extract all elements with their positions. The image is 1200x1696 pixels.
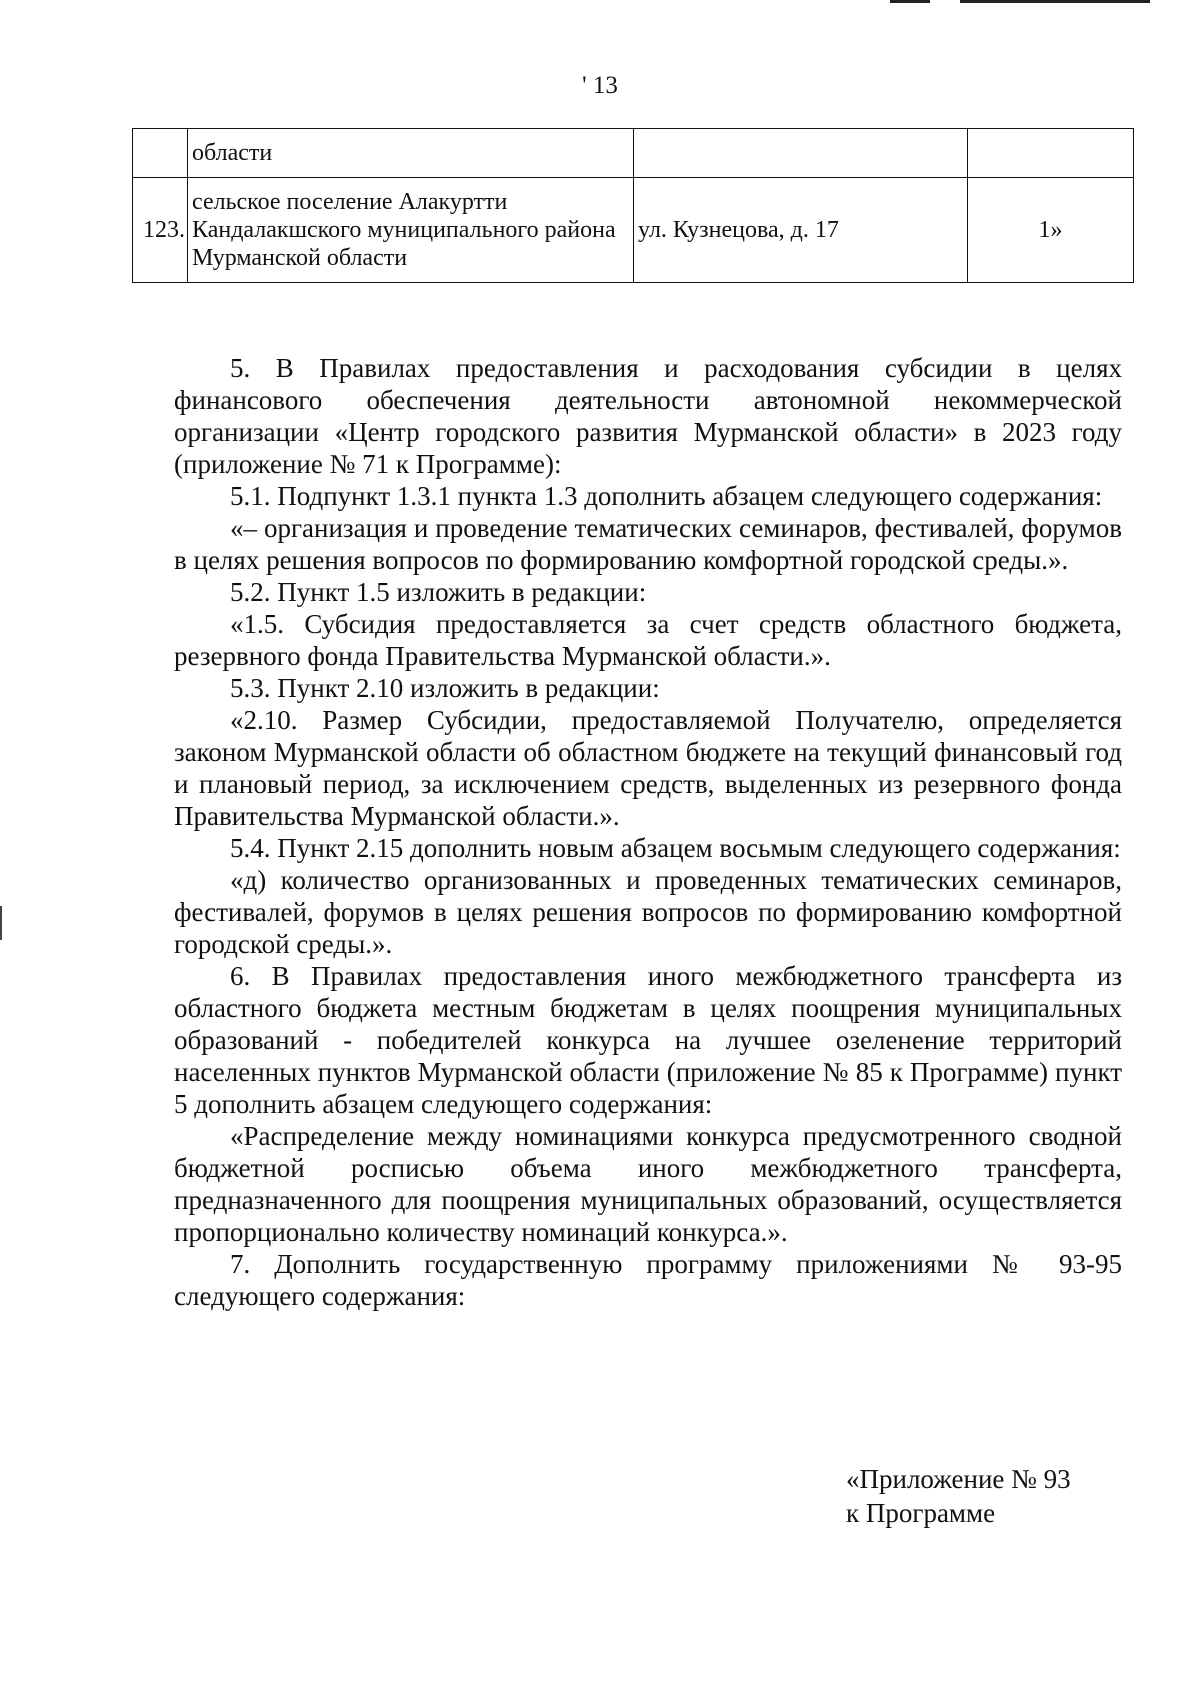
appendix-title: «Приложение № 93 xyxy=(846,1464,1071,1494)
paragraph-7: 7. Дополнить государственную программу приложениями № 93-95 следующего содержания: xyxy=(174,1249,1122,1311)
address-cell: ул. Кузнецова, д. 17 xyxy=(634,178,968,283)
row-number-cell xyxy=(133,129,188,178)
paragraph-5-4: 5.4. Пункт 2.15 дополнить новым абзацем восьмым следующего содержания: xyxy=(230,833,1121,863)
paragraph-6-quote: «Распределение между номинациями конкурса предусмотренного сводной бюджетной росписью объема иного межбюджетного трансферта, предназначенного для поощрения муниципальных образований, осуществляется пропорционально количеству номинаций конкурса.». xyxy=(174,1121,1122,1247)
paragraph-5-1: 5.1. Подпункт 1.3.1 пункта 1.3 дополнить абзацем следующего содержания: xyxy=(230,481,1103,511)
page-number: ' 13 xyxy=(582,72,618,99)
paragraph-5-2-quote: «1.5. Субсидия предоставляется за счет средств областного бюджета, резервного фонда Правительства Мурманской области.». xyxy=(174,609,1122,671)
row-number-cell: 123. xyxy=(133,178,188,283)
paragraph-5-3-quote: «2.10. Размер Субсидии, предоставляемой Получателю, определяется законом Мурманской области об областном бюджете на текущий финансовый год и плановый период, за исключением средств, выделенных из резервного фонда Правительства Мурманской области.». xyxy=(174,705,1122,831)
quantity-cell: 1» xyxy=(968,178,1134,283)
paragraph-5-3: 5.3. Пункт 2.10 изложить в редакции: xyxy=(230,673,660,703)
scan-edge-mark xyxy=(890,0,930,3)
municipality-line: Кандалакшского муниципального района xyxy=(192,217,616,243)
table-row xyxy=(133,178,1134,283)
table-row xyxy=(133,129,1134,178)
scan-margin-mark xyxy=(0,906,2,940)
paragraph-5-2: 5.2. Пункт 1.5 изложить в редакции: xyxy=(230,577,647,607)
paragraph-5-4-quote: «д) количество организованных и проведенных тематических семинаров, фестивалей, форумов в целях решения вопросов по формированию комфортной городской среды.». xyxy=(174,865,1122,959)
municipality-line: сельское поселение Алакуртти xyxy=(192,189,508,215)
municipality-cell xyxy=(188,129,634,178)
paragraph-5-1-quote: «– организация и проведение тематических семинаров, фестивалей, форумов в целях решения вопросов по формированию комфортной городской среды.». xyxy=(174,513,1122,575)
address-cell xyxy=(634,129,968,178)
document-body xyxy=(174,352,1122,1312)
paragraph-5: 5. В Правилах предоставления и расходования субсидии в целях финансового обеспечения деятельности автономной некоммерческой организации «Центр городского развития Мурманской области» в 2023 году (приложение № 71 к Программе): xyxy=(174,353,1122,479)
appendix-subtitle: к Программе xyxy=(846,1498,996,1528)
paragraph-6: 6. В Правилах предоставления иного межбюджетного трансферта из областного бюджета местным бюджетам в целях поощрения муниципальных образований - победителей конкурса на лучшее озеленение территорий населенных пунктов Мурманской области (приложение № 85 к Программе) пункт 5 дополнить абзацем следующего содержания: xyxy=(174,961,1122,1119)
municipality-cell xyxy=(188,178,634,283)
municipality-line: Мурманской области xyxy=(192,245,408,271)
scan-edge-mark xyxy=(960,0,1150,3)
quantity-cell xyxy=(968,129,1134,178)
municipality-line: области xyxy=(192,140,273,166)
continuation-table xyxy=(132,128,1134,283)
appendix-heading xyxy=(846,1462,1071,1530)
